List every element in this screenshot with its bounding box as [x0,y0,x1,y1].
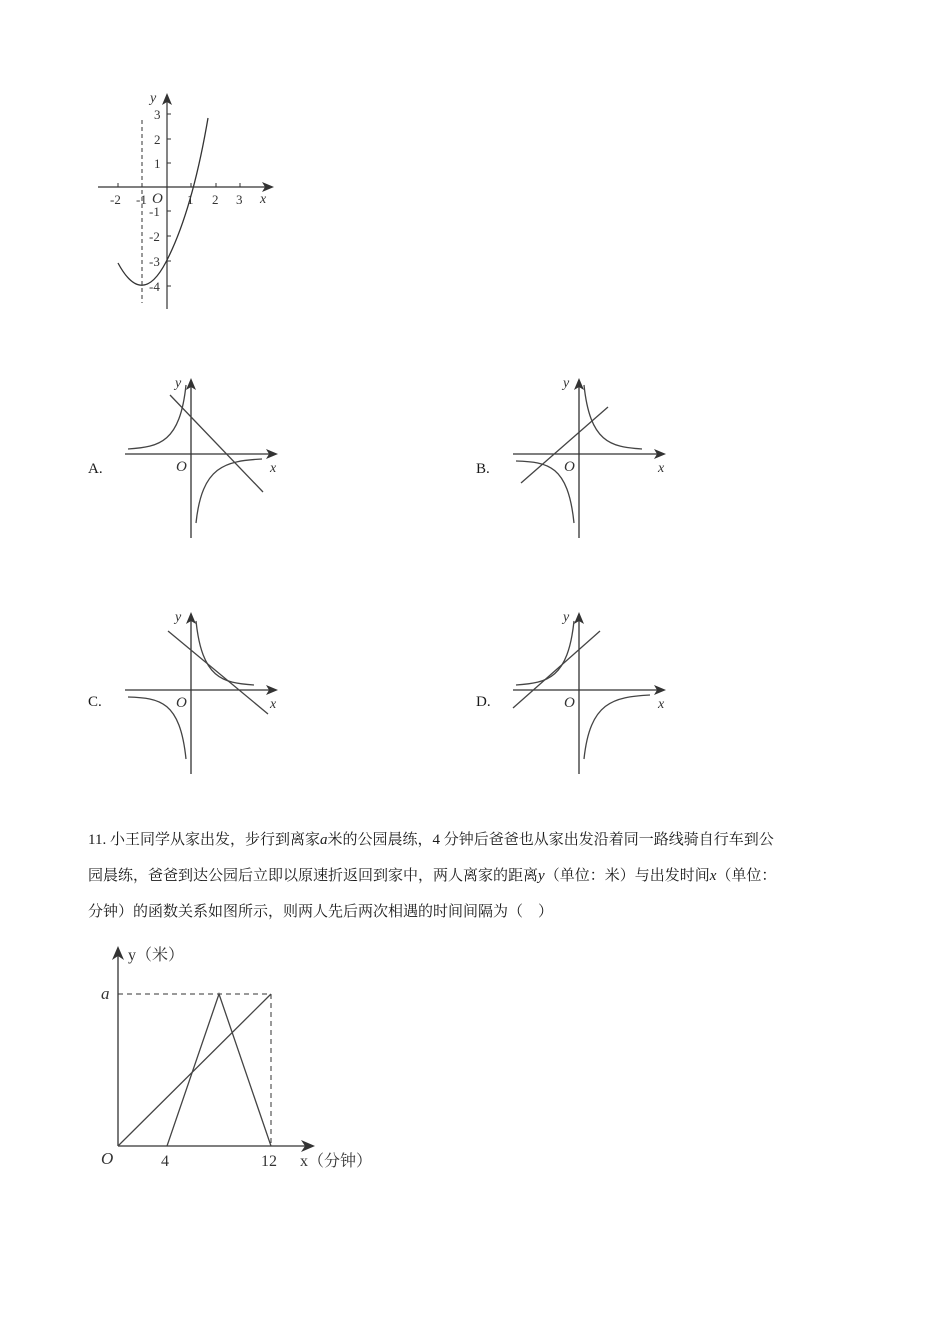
option-b-graph[interactable] [508,370,673,540]
y-axis-label: y [150,91,157,106]
question-text: 分钟）的函数关系如图所示，则两人先后两次相遇的时间间隔为（ ） [88,904,554,920]
y-axis-label: y [175,610,182,625]
straight-line [513,631,600,708]
option-c-graph[interactable] [120,604,285,776]
origin-label: O [176,459,187,475]
origin-label: O [176,695,187,711]
hyperbola-branch [584,695,650,759]
x-axis-label: x [270,461,277,476]
origin-label: O [101,1149,114,1168]
xiaowang-line [118,994,271,1146]
option-a-graph[interactable] [120,370,285,540]
origin-label: O [152,191,163,207]
a-label: a [101,984,110,1003]
parabola-curve [118,118,208,285]
x-axis-label: x [260,192,267,207]
y-axis-label: y [175,376,182,391]
variable-a: a [319,832,328,848]
hyperbola-branch [196,459,262,523]
straight-line [170,395,263,492]
hyperbola-branch [128,385,186,449]
x-tick-label: -2 [110,192,121,207]
question-line-2 [88,858,868,894]
question-number: 11. [88,832,107,848]
x-tick-label: 3 [236,192,243,207]
question-text: （单位： [716,868,777,884]
hyperbola-branch [516,621,574,685]
x-tick-label: 2 [212,192,219,207]
origin-label: O [564,695,575,711]
x-axis-label: x [658,697,665,712]
y-tick-label: 1 [154,156,161,171]
x-axis-label: x（分钟） [300,1153,373,1170]
question-text: 园晨练，爸爸到达公园后立即以原速折返回到家中，两人离家的距离 [88,868,539,884]
variable-x: x [709,868,717,884]
y-tick-label: 2 [154,132,161,147]
question-line-3 [88,894,868,930]
x-axis-label: x [270,697,277,712]
parabola-graph [90,85,290,320]
variable-y: y [538,868,545,884]
option-b-label[interactable]: B. [476,461,490,477]
tick-4-label: 4 [161,1153,169,1170]
x-axis-label: x [658,461,665,476]
y-tick-label: 3 [154,107,161,122]
x-tick-label: 1 [187,192,194,207]
distance-time-graph [95,940,395,1180]
origin-label: O [564,459,575,475]
hyperbola-branch [196,621,254,685]
option-d-graph[interactable] [508,604,673,776]
x-tick-label: -1 [136,192,147,207]
y-axis-label: y（米） [128,947,185,964]
option-d-label[interactable]: D. [476,694,491,710]
question-text: 米的公园晨练，4 分钟后爸爸也从家出发沿着同一路线骑自行车到公 [327,832,774,848]
father-line [167,994,271,1146]
y-tick-label: -4 [149,279,160,294]
option-c-label[interactable]: C. [88,694,102,710]
question-text: （单位：米）与出发时间 [544,868,710,884]
hyperbola-branch [584,385,642,449]
question-line-1 [88,822,868,858]
question-text: 小王同学从家出发，步行到离家 [109,832,320,848]
y-axis-label: y [563,610,570,625]
y-tick-label: -2 [149,229,160,244]
y-axis-label: y [563,376,570,391]
question-11 [88,822,868,930]
y-tick-label: -1 [149,204,160,219]
option-a-label[interactable]: A. [88,461,103,477]
tick-12-label: 12 [261,1153,277,1170]
y-tick-label: -3 [149,254,160,269]
